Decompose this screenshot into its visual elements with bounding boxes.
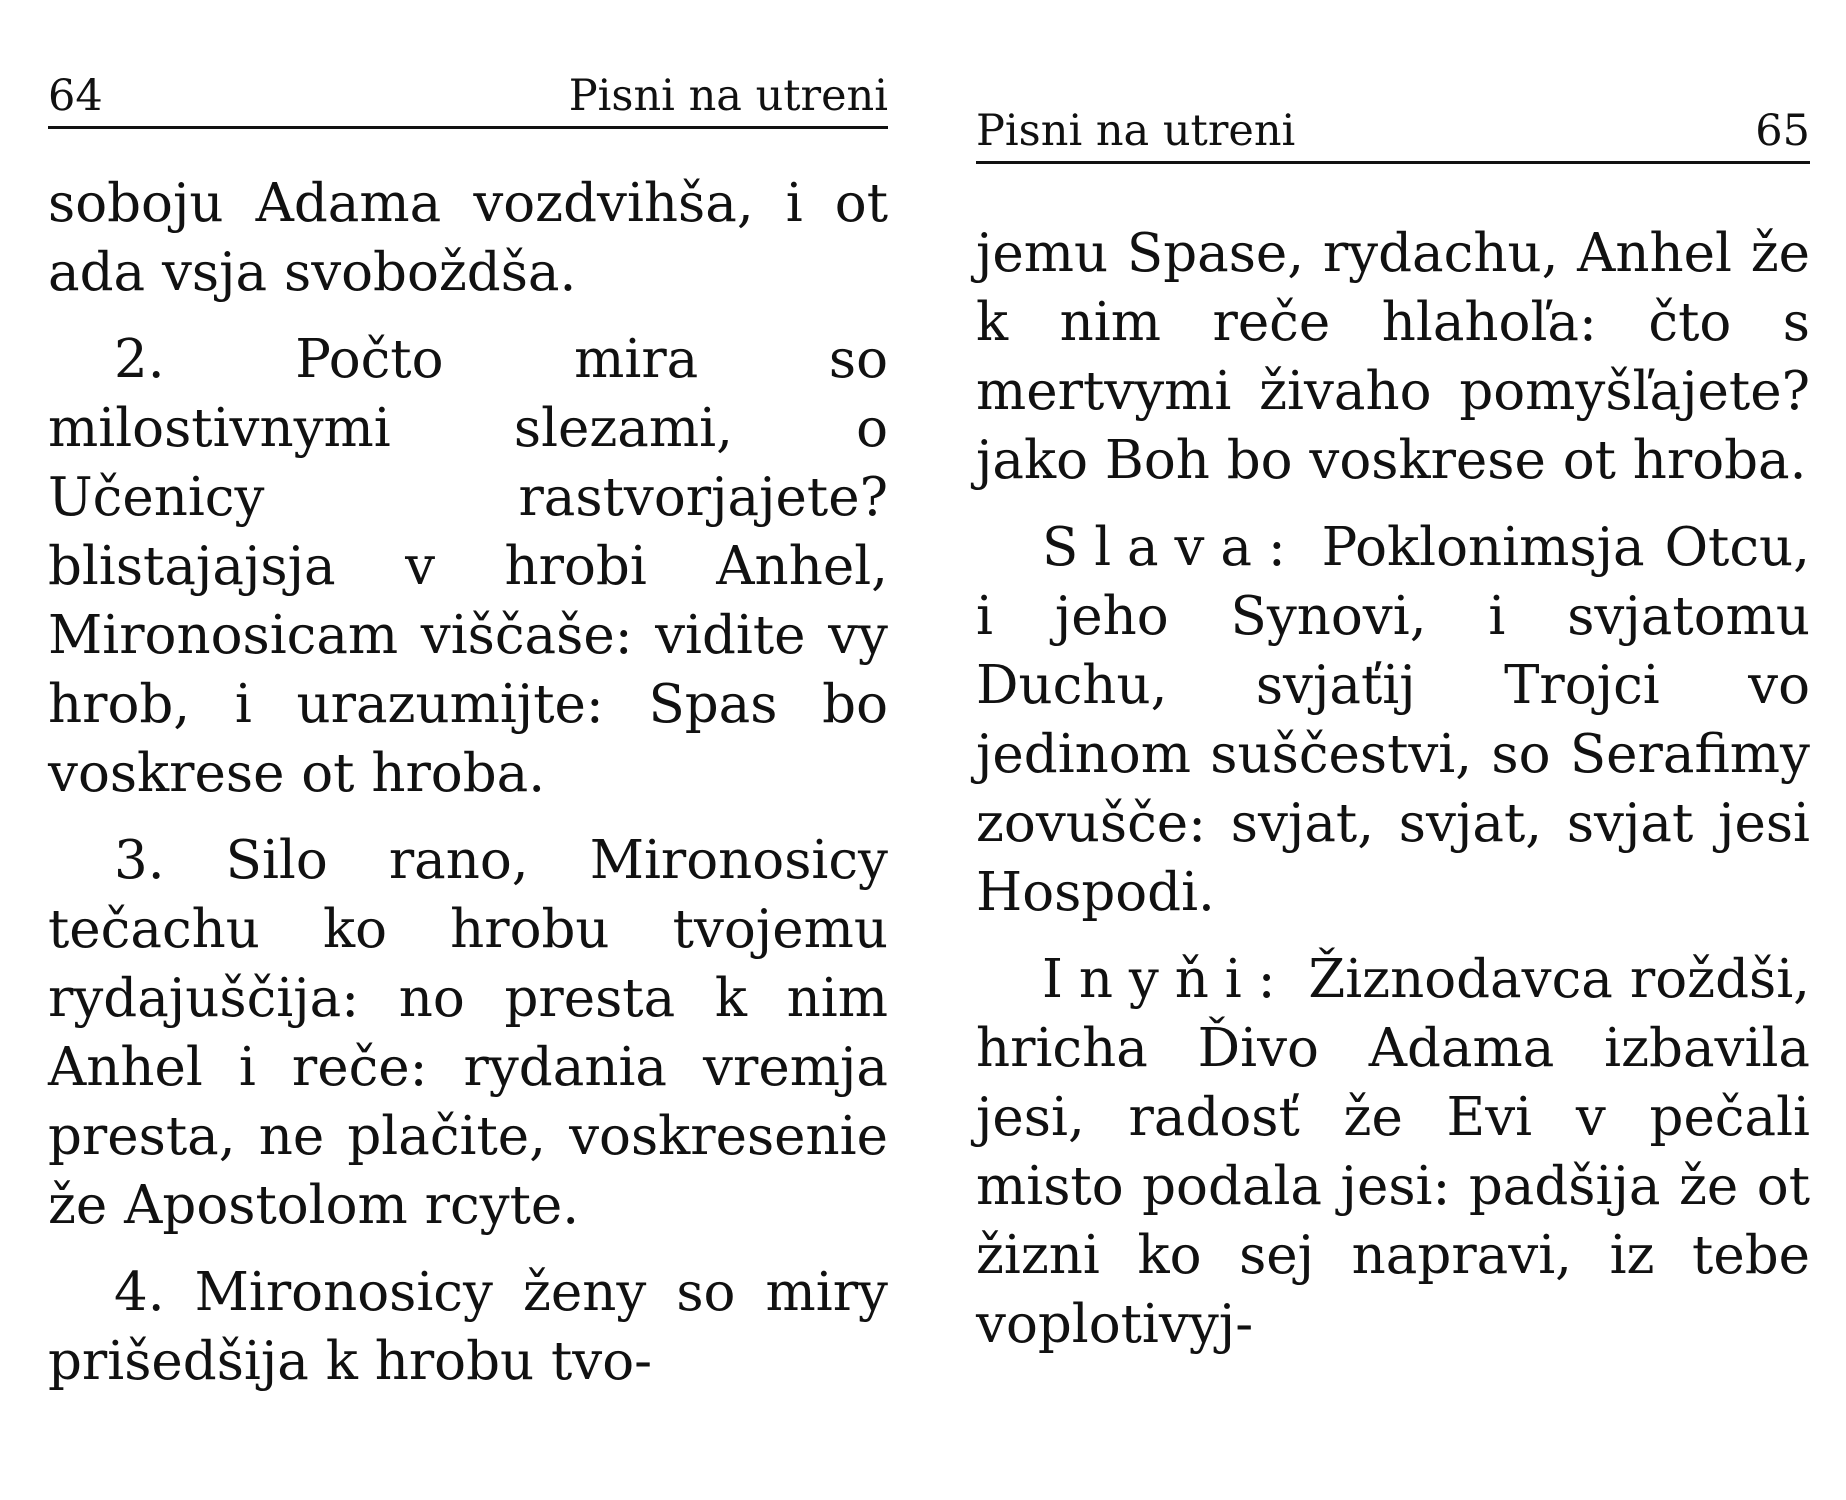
right-running-title: Pisni na utreni — [976, 106, 1296, 156]
right-paragraph-2 — [976, 513, 1810, 927]
slava-text: Poklonimsja Otcu, i jeho Synovi, i svjatomu Duchu, svjaťij Trojci vo jedinom suščestvi, so Serafimy zovušče: svjat, svjat, svjat jesi Hospodi. — [976, 517, 1810, 923]
left-paragraph-2: 2. Počto mira so milostivnymi slezami, o Učenicy rastvorjajete? blistajajsja v hrobi Anhel, Mironosicam viščaše: vidite vy hrob, i urazumijte: Spas bo voskrese ot hroba. — [48, 329, 888, 804]
right-body-text — [976, 219, 1810, 1359]
left-paragraph-4: 4. Mironosicy ženy so miry prišedšija k hrobu tvo- — [48, 1262, 888, 1392]
right-paragraph-3 — [976, 945, 1810, 1359]
right-running-head — [976, 101, 1810, 164]
right-page — [976, 0, 1810, 1359]
right-paragraph-1: jemu Spase, rydachu, Anhel že k nim reče hlahoľa: čto s mertvymi živaho pomyšľajete? jako Boh bo voskrese ot hroba. — [976, 223, 1810, 491]
left-body-text — [48, 169, 888, 1396]
left-page — [48, 0, 888, 1396]
inyni-text: Žiznodavca roždši, hricha Ďivo Adama izbavila jesi, radosť že Evi v pečali misto podala jesi: padšija že ot žizni ko sej napravi, iz tebe voplotivyj- — [976, 949, 1810, 1355]
left-paragraph-3: 3. Silo rano, Mironosicy tečachu ko hrobu tvojemu rydajuščija: no presta k nim Anhel i reče: rydania vremja presta, ne plačite, voskresenie že Apostolom rcyte. — [48, 830, 888, 1236]
slava-lead: Slava: — [1042, 517, 1302, 578]
right-page-number: 65 — [1755, 106, 1810, 156]
left-running-title: Pisni na utreni — [568, 71, 888, 121]
left-paragraph-1: soboju Adama vozdvihša, i ot ada vsja svoboždša. — [48, 173, 888, 303]
left-page-number: 64 — [48, 71, 103, 121]
inyni-lead: Inyňi: — [1042, 949, 1292, 1010]
left-running-head — [48, 66, 888, 129]
